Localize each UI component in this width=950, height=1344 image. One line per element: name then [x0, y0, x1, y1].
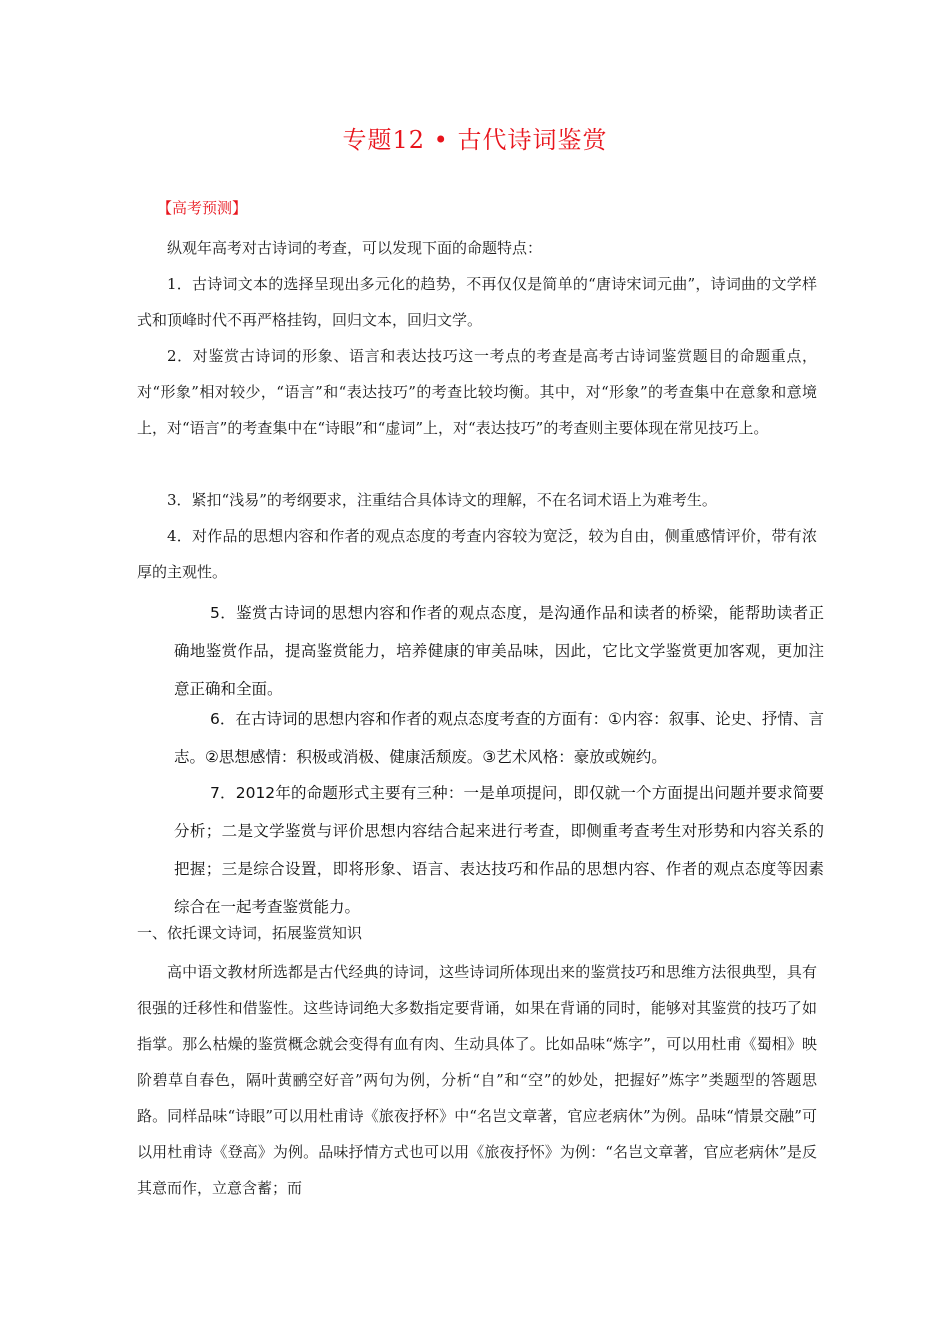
point-2: 2．对鉴赏古诗词的形象、语言和表达技巧这一考点的考查是高考古诗词鉴赏题目的命题重点，对“形象”相对较少，“语言”和“表达技巧”的考查比较均衡。其中，对“形象”的考查集中在意象和意境上，对“语言”的考查集中在“诗眼”和“虚词”上，对“表达技巧”的考查则主要体现在常见技巧上。	[137, 347, 817, 437]
body-paragraph: 高中语文教材所选都是古代经典的诗词，这些诗词所体现出来的鉴赏技巧和思维方法很典型，具有很强的迁移性和借鉴性。这些诗词绝大多数指定要背诵，如果在背诵的同时，能够对其鉴赏的技巧了如指掌。那么枯燥的鉴赏概念就会变得有血有肉、生动具体了。比如品味“炼字”，可以用杜甫《蜀相》映阶碧草自春色，隔叶黄鹂空好音”两句为例，分析“自”和“空”的妙处，把握好”炼字”类题型的答题思路。同样品味“诗眼”可以用杜甫诗《旅夜抒杯》中“名岂文章著，官应老病休”为例。品味“情景交融”可以用杜甫诗《登高》为例。品味抒情方式也可以用《旅夜抒怀》为例：“名岂文章著，官应老病休”是反其意而作，立意含蓄；而	[137, 963, 817, 1197]
section-tag: 【高考预测】	[157, 199, 248, 217]
page-title: 专题12 • 古代诗词鉴赏	[342, 126, 608, 154]
point-5: 5．鉴赏古诗词的思想内容和作者的观点态度，是沟通作品和读者的桥梁，能帮助读者正确地鉴赏作品，提高鉴赏能力，培养健康的审美品味，因此，它比文学鉴赏更加客观，更加注意正确和全面。	[174, 604, 824, 698]
point-4: 4．对作品的思想内容和作者的观点态度的考查内容较为宽泛，较为自由，侧重感情评价，带有浓厚的主观性。	[137, 527, 817, 581]
intro-paragraph: 纵观年高考对古诗词的考查，可以发现下面的命题特点：	[167, 239, 543, 257]
section-heading: 一、依托课文诗词，拓展鉴赏知识	[137, 924, 363, 942]
point-1: 1．古诗词文本的选择呈现出多元化的趋势，不再仅仅是简单的“唐诗宋词元曲”，诗词曲的文学样式和顶峰时代不再严格挂钩，回归文本，回归文学。	[137, 275, 817, 329]
point-7: 7．2012年的命题形式主要有三种：一是单项提问，即仅就一个方面提出问题并要求简要分析；二是文学鉴赏与评价思想内容结合起来进行考查，即侧重考查考生对形势和内容关系的把握；三是综合设置，即将形象、语言、表达技巧和作品的思想内容、作者的观点态度等因素综合在一起考查鉴赏能力。	[174, 784, 824, 916]
point-3: 3．紧扣“浅易”的考纲要求，注重结合具体诗文的理解，不在名词术语上为难考生。	[167, 491, 717, 509]
point-6: 6．在古诗词的思想内容和作者的观点态度考查的方面有：①内容：叙事、论史、抒情、言志。②思想感情：积极或消极、健康活颓废。③艺术风格：豪放或婉约。	[174, 710, 824, 766]
